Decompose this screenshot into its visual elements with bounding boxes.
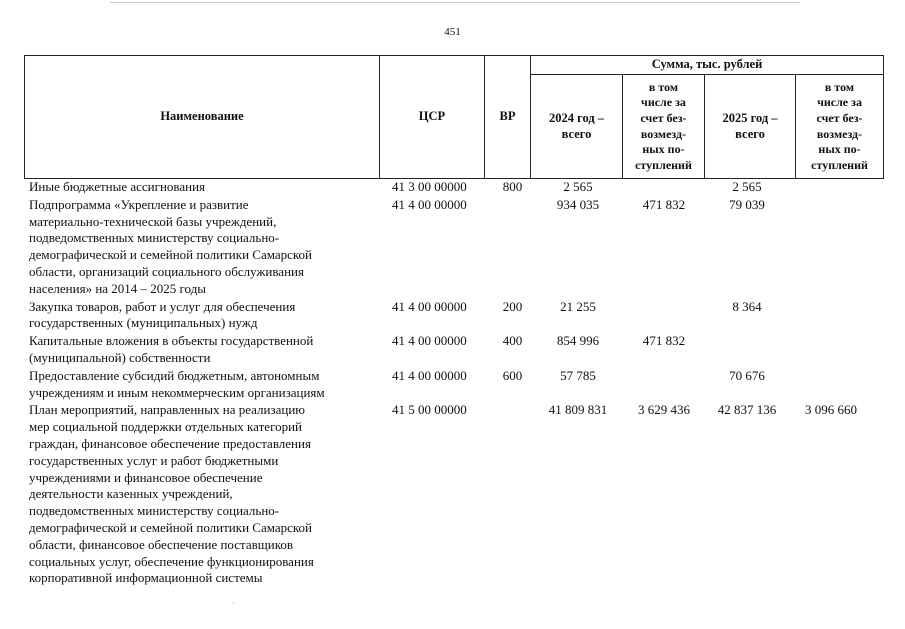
header-2025-total [705,75,796,179]
table-row [24,333,883,367]
row-2025-total: 79 039 [729,196,765,212]
header-line: счет без- [816,110,863,125]
row-2025-free: 3 096 660 [805,402,857,418]
row-name [24,368,384,402]
row-name-line: учреждениями и финансовое обеспечение [29,469,263,485]
row-name-line: подведомственных министерству социально- [29,230,280,246]
row-name-line: Иные бюджетные ассигнования [29,179,206,194]
header-sum-title: Сумма, тыс. рублей [531,56,884,75]
header-line: 2024 год – [548,111,605,125]
header-line: в том [648,79,679,94]
row-vr: 200 [502,298,523,314]
header-csr: ЦСР [380,56,485,179]
row-name-line: корпоративной информационной системы [29,570,263,586]
row-name-line: области, организаций социального обслуживания [29,263,304,279]
header-line: ступлений [811,157,868,172]
header-2024-total [531,75,623,179]
page-top-rule [110,2,800,3]
row-name-line: Предоставление субсидий бюджетным, автономным [29,367,320,383]
row-name-line: (муниципальной) собственности [29,349,211,365]
row-vr: 600 [502,367,523,383]
row-csr: 41 5 00 00000 [392,402,467,418]
row-name-line: демографической и семейной политики Самарской [29,519,313,535]
row-name-line: подведомственных министерству социально- [29,503,280,519]
row-name-line: государственных (муниципальных) нужд [29,315,258,331]
row-2024-free: 3 629 436 [638,402,690,418]
header-line: всего [561,126,592,141]
header-line: числе за [817,95,862,110]
header-vr: ВР [485,56,531,179]
header-line: ных по- [642,142,685,157]
row-name-line: демографической и семейной политики Самарской [29,247,313,263]
row-vr: 800 [502,179,523,194]
page-number: 451 [444,26,461,38]
header-line: возмезд- [640,126,687,141]
row-2025-total: 2 565 [732,179,762,194]
row-name [24,179,384,196]
row-2024-total: 2 565 [563,179,593,194]
row-name-line: населения» на 2014 – 2025 годы [29,280,207,296]
row-csr: 41 4 00 00000 [392,367,467,383]
header-line: 2025 год – [722,111,778,125]
row-2025-total: 42 837 136 [717,402,777,418]
row-2024-total: 854 996 [556,333,600,349]
table-row [24,197,883,298]
row-2024-total: 21 255 [560,298,596,314]
header-line: счет без- [640,110,687,125]
row-2024-total: 57 785 [560,367,596,383]
row-csr: 41 4 00 00000 [392,196,467,212]
header-name: Наименование [25,56,380,179]
row-name-line: учреждениям и иным некоммерческим организациям [29,384,325,400]
table-row [24,299,883,333]
row-name-line: области, финансовое обеспечение поставщиков [29,536,294,552]
table-body [24,179,883,587]
row-name-line: государственных услуг и работ бюджетными [29,452,279,468]
row-2025-total: 8 364 [732,298,762,314]
row-name-line: граждан, финансовое обеспечение предоставления [29,435,311,451]
row-name [24,333,384,367]
header-line: возмезд- [816,126,863,141]
row-csr: 41 3 00 00000 [392,179,467,194]
header-line: числе за [641,95,686,110]
header-line: в том [824,79,855,94]
row-name-line: деятельности казенных учреждений, [29,486,233,502]
table-row [24,179,883,196]
row-name [24,299,384,333]
row-2024-free: 471 832 [642,196,686,212]
header-line: ных по- [818,142,861,157]
row-2024-total: 934 035 [556,196,600,212]
row-2025-total: 70 676 [729,367,765,383]
row-name-line: План мероприятий, направленных на реализацию [29,402,306,418]
row-csr: 41 4 00 00000 [392,333,467,349]
header-line: ступлений [635,157,692,172]
row-csr: 41 4 00 00000 [392,298,467,314]
row-name-line: Подпрограмма «Укрепление и развитие [29,196,249,212]
row-2024-free: 471 832 [642,333,686,349]
row-name-line: Капитальные вложения в объекты государственной [29,333,314,349]
header-line: всего [735,126,765,141]
row-2024-total: 41 809 831 [548,402,608,418]
table-header [24,55,884,179]
row-name-line: Закупка товаров, работ и услуг для обеспечения [29,298,296,314]
row-vr: 400 [502,333,523,349]
table-row [24,368,883,402]
row-name [24,402,384,587]
row-name-line: материально-технической базы учреждений, [29,213,277,229]
scan-speck: · [232,599,235,608]
row-name-line: социальных услуг, обеспечение функционирования [29,553,314,569]
table-row [24,402,883,587]
row-name [24,197,384,298]
header-2024-free [623,75,705,179]
row-name-line: мер социальной поддержки отдельных категорий [29,419,302,435]
header-2025-free [796,75,884,179]
